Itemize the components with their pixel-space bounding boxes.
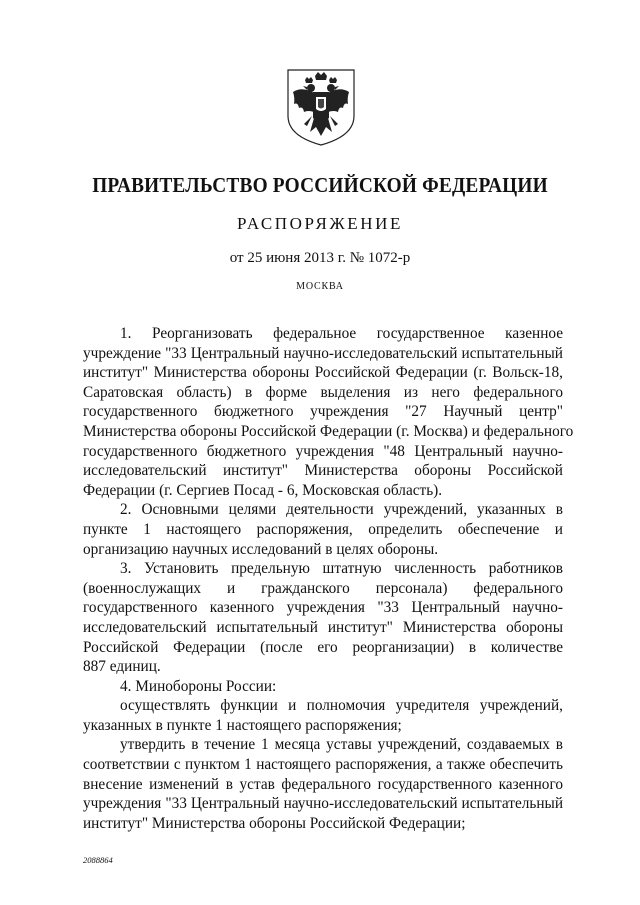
text-line: 2. Основными целями деятельности учреждений, указанных в xyxy=(120,501,563,519)
text-line: Российской Федерации (после его реорганизации) в количестве xyxy=(83,638,563,656)
russian-coat-of-arms-icon xyxy=(284,66,358,148)
text-line: указанных в пункте 1 настоящего распоряжения; xyxy=(83,716,402,734)
text-line: соответствии с пунктом 1 настоящего распоряжения, а также обеспечить xyxy=(83,756,563,774)
text-line: пункте 1 настоящего распоряжения, определить обеспечение и xyxy=(83,520,563,538)
text-line: институт" Министерства обороны Российской Федерации; xyxy=(83,814,466,832)
text-line: Федерации (г. Сергиев Посад - 6, Московская область). xyxy=(83,481,443,499)
text-line: государственного бюджетного учреждения "48 Центральный научно- xyxy=(83,442,563,460)
text-line: осуществлять функции и полномочия учредителя учреждений, xyxy=(120,697,563,715)
government-title: ПРАВИТЕЛЬСТВО РОССИЙСКОЙ ФЕДЕРАЦИИ xyxy=(92,173,548,197)
text-line: институт" Министерства обороны Российской Федерации (г. Вольск-18, xyxy=(83,364,563,382)
text-line: государственного бюджетного учреждения "27 Научный центр" xyxy=(83,403,563,421)
document-body xyxy=(83,324,574,833)
text-line: исследовательский институт" Министерства обороны Российской xyxy=(83,462,563,480)
text-line: учреждения "33 Центральный научно-исследовательский испытательный xyxy=(83,795,563,813)
text-line: государственного казенного учреждения "33 Центральный научно- xyxy=(83,599,563,617)
text-line: (военнослужащих и гражданского персонала) федерального xyxy=(83,579,563,597)
document-date-number: от 25 июня 2013 г. № 1072-р xyxy=(229,250,411,266)
text-line: учреждение "33 Центральный научно-исследовательский испытательный xyxy=(83,344,563,362)
document-type: РАСПОРЯЖЕНИЕ xyxy=(236,214,404,233)
text-line: утвердить в течение 1 месяца уставы учреждений, создаваемых в xyxy=(120,736,563,754)
document-city: МОСКВА xyxy=(296,281,344,292)
text-line: 3. Установить предельную штатную численность работников xyxy=(120,560,563,578)
text-line: 1. Реорганизовать федеральное государственное казенное xyxy=(120,325,563,342)
text-line: исследовательский испытательный институт" Министерства обороны xyxy=(83,618,563,636)
document-code: 2088864 xyxy=(83,855,113,865)
text-line: Саратовская область) в форме выделения из него федерального xyxy=(83,383,563,401)
text-line: внесение изменений в устав федерального государственного казенного xyxy=(83,775,563,793)
text-line: организацию научных исследований в целях обороны. xyxy=(83,540,439,558)
text-line: Министерства обороны Российской Федерации (г. Москва) и федерального xyxy=(83,422,574,440)
text-line: 887 единиц. xyxy=(83,658,161,676)
text-line: 4. Минобороны России: xyxy=(120,677,277,695)
